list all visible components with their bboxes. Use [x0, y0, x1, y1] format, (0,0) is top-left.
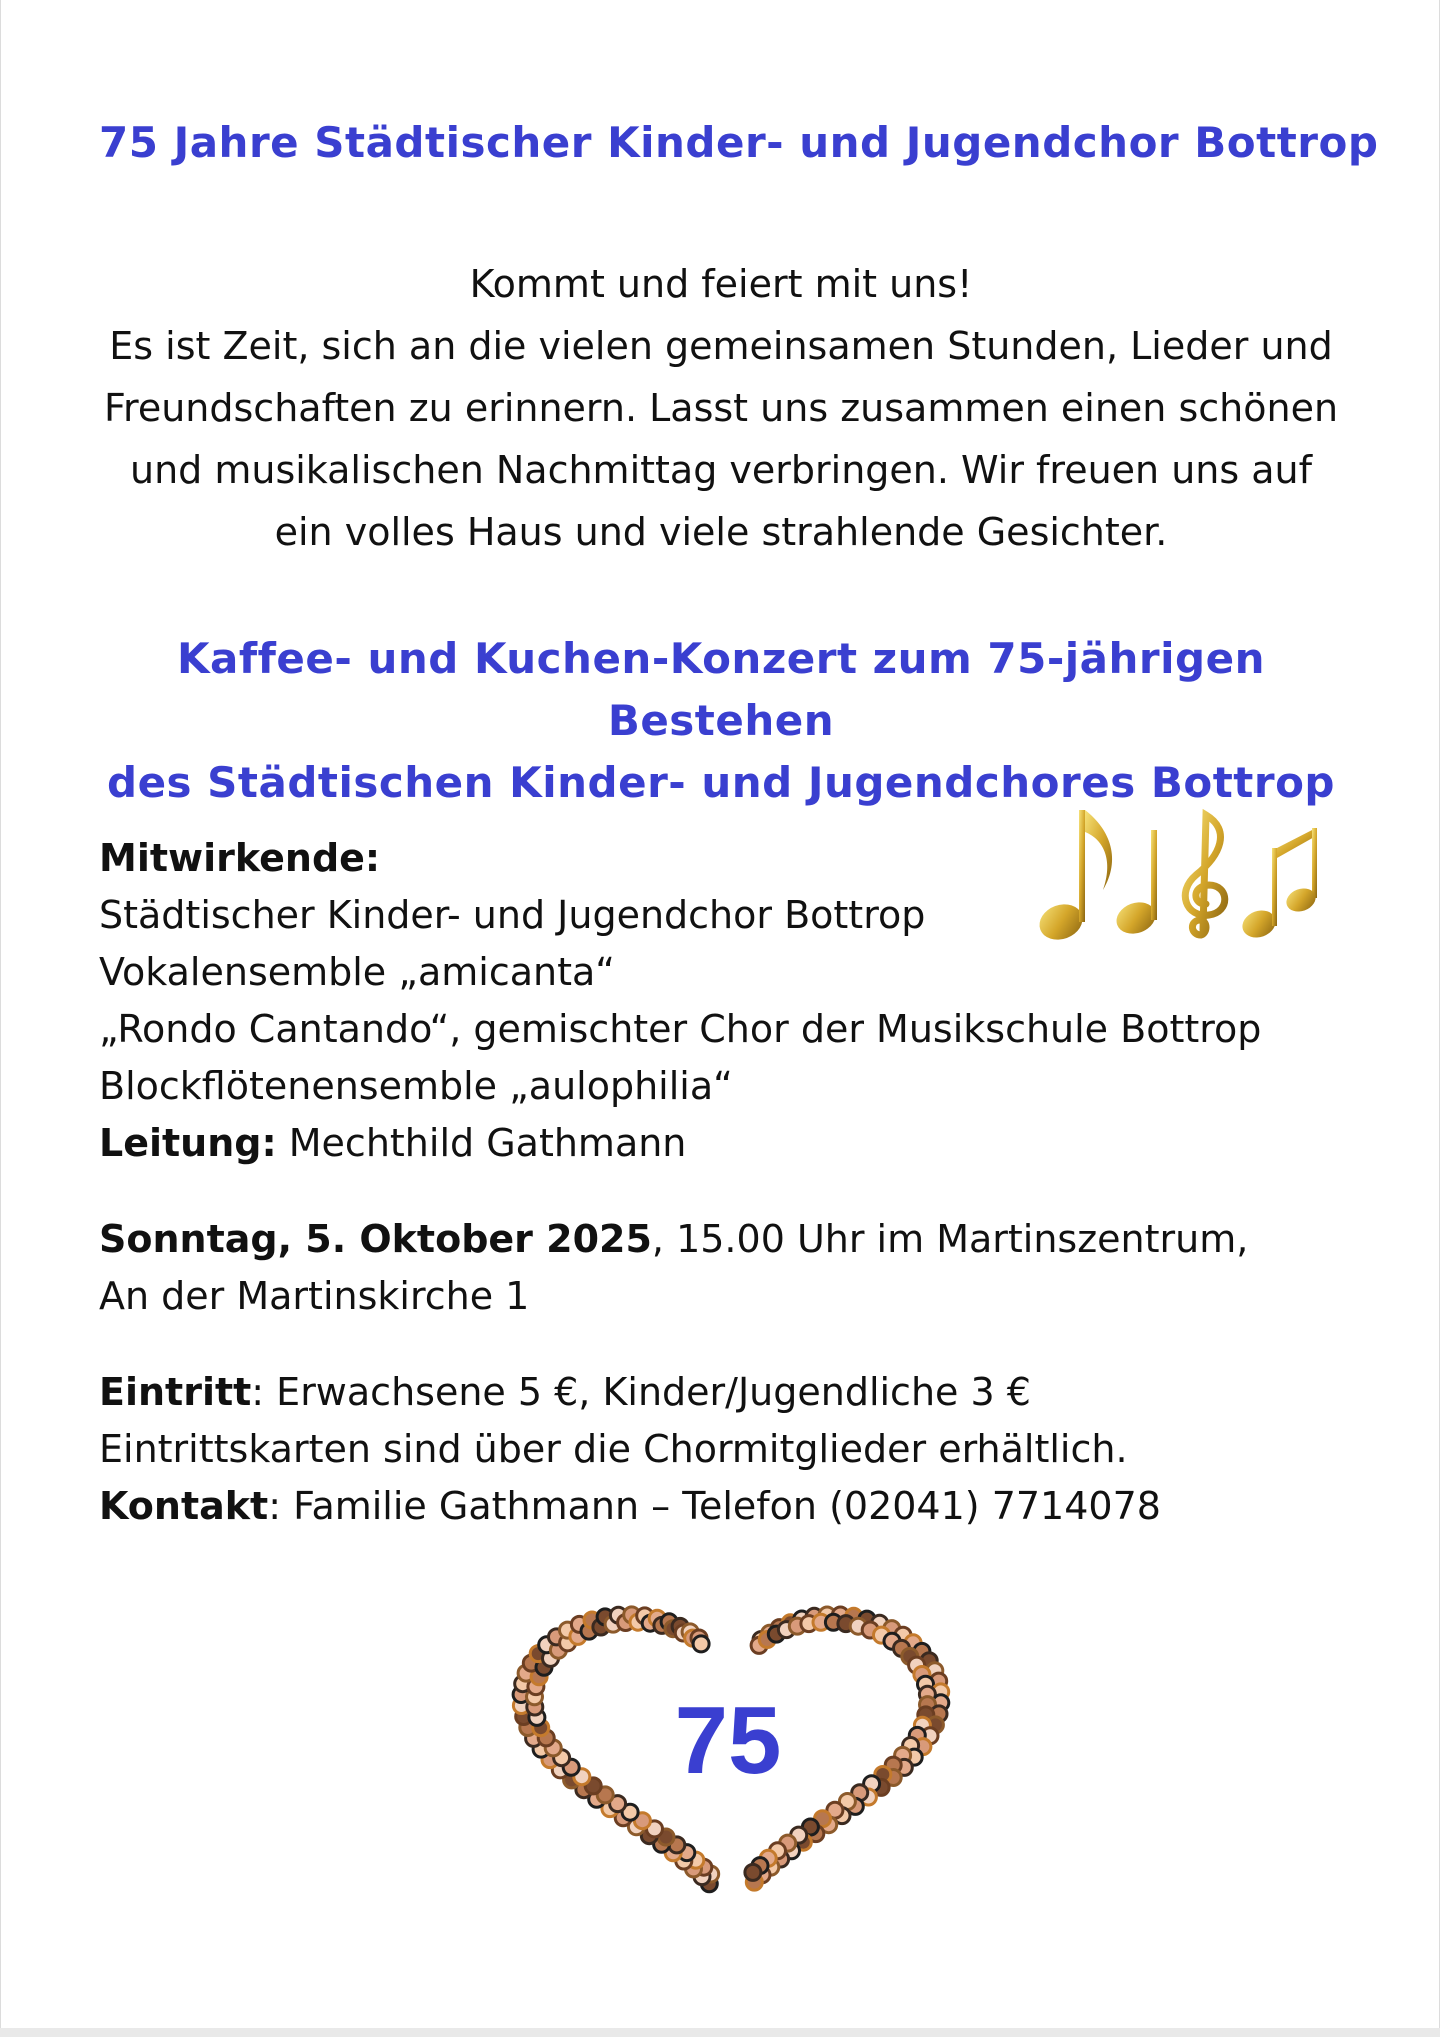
intro-line: Freundschaften zu erinnern. Lasst uns zusammen einen schönen — [103, 386, 1339, 430]
performer-item: „Rondo Cantando“, gemischter Chor der Musikschule Bottrop — [99, 1007, 1262, 1051]
event-time-place: , 15.00 Uhr im Martinszentrum, — [651, 1217, 1249, 1261]
contact-info: : Familie Gathmann – Telefon (02041) 7714078 — [268, 1484, 1161, 1528]
concert-title — [61, 628, 1381, 814]
intro-text — [61, 253, 1381, 563]
leader-name: Mechthild Gathmann — [276, 1121, 687, 1165]
admission-line — [99, 1364, 1161, 1421]
intro-line: ein volles Haus und viele strahlende Gesichter. — [274, 510, 1168, 554]
event-date-line — [99, 1211, 1248, 1268]
admission-prices: : Erwachsene 5 €, Kinder/Jugendliche 3 € — [251, 1370, 1031, 1414]
tickets-info: Eintrittskarten sind über die Chormitglieder erhältlich. — [99, 1427, 1128, 1471]
admission-label: Eintritt — [99, 1370, 252, 1414]
event-date: Sonntag, 5. Oktober 2025 — [99, 1217, 652, 1261]
intro-line: Es ist Zeit, sich an die vielen gemeinsamen Stunden, Lieder und — [109, 324, 1333, 368]
performers-label: Mitwirkende: — [99, 836, 381, 880]
performer-item: Vokalensemble „amicanta“ — [99, 950, 615, 994]
face-dot — [693, 1636, 709, 1652]
concert-title-line: Kaffee- und Kuchen-Konzert zum 75-jährigen Bestehen — [177, 634, 1265, 745]
contact-label: Kontakt — [99, 1484, 269, 1528]
event-section — [99, 1211, 1248, 1325]
heart-number: 75 — [674, 1687, 782, 1794]
face-dot — [745, 1864, 761, 1880]
page-title: 75 Jahre Städtischer Kinder- und Jugendchor Bottrop — [99, 118, 1379, 167]
music-notes-icon — [1031, 800, 1331, 950]
leader-label: Leitung: — [99, 1121, 277, 1165]
admission-section — [99, 1364, 1161, 1535]
leader-line — [99, 1115, 1261, 1172]
performer-item: Städtischer Kinder- und Jugendchor Bottrop — [99, 893, 926, 937]
intro-line: Kommt und feiert mit uns! — [469, 262, 973, 306]
heart-of-faces-icon — [506, 1555, 956, 1935]
concert-title-line: des Städtischen Kinder- und Jugendchores Bottrop — [107, 758, 1335, 807]
contact-line — [99, 1478, 1161, 1535]
performer-item: Blockflötenensemble „aulophilia“ — [99, 1064, 733, 1108]
intro-line: und musikalischen Nachmittag verbringen. Wir freuen uns auf — [129, 448, 1312, 492]
event-address: An der Martinskirche 1 — [99, 1274, 530, 1318]
